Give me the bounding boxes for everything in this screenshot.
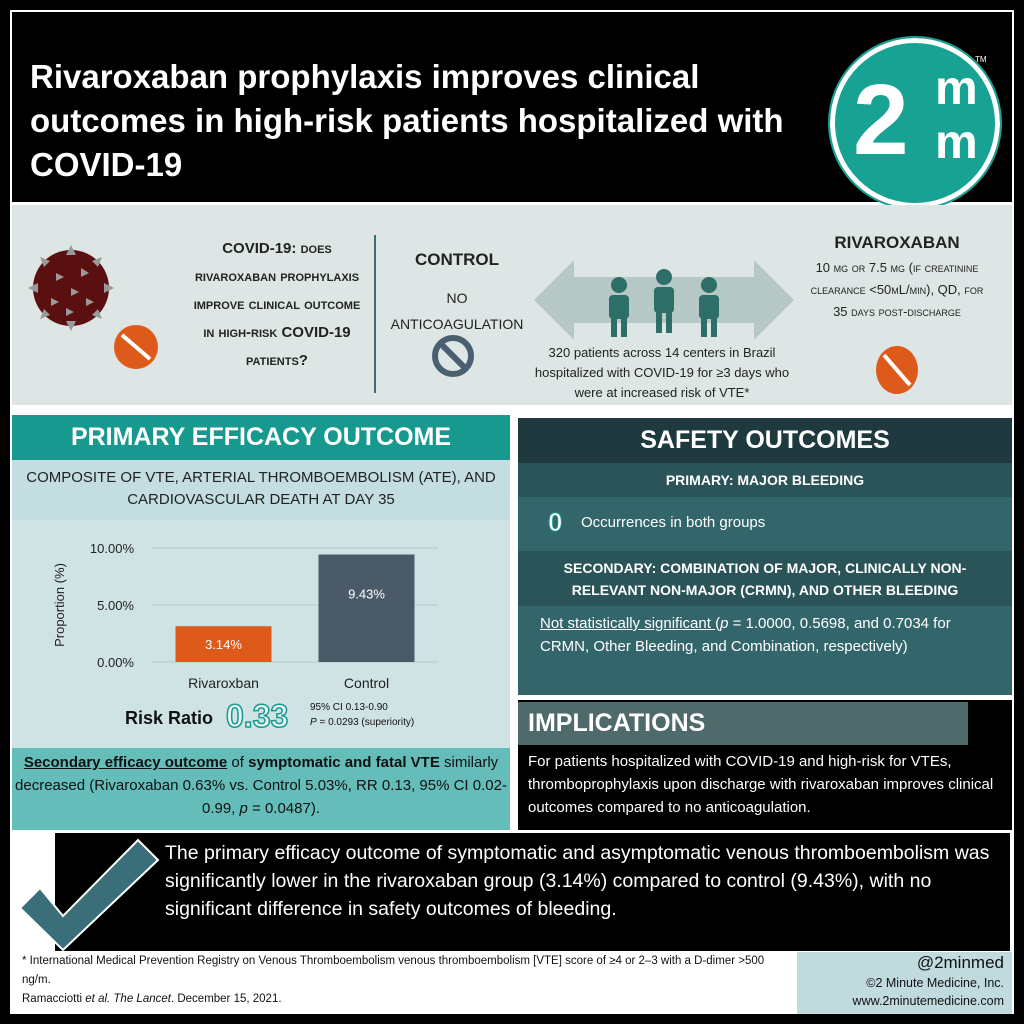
safety-secondary-label: SECONDARY: COMBINATION OF MAJOR, CLINICALLY NON-RELEVANT NON-MAJOR (CRMN), AND OTHER BLEEDING (518, 551, 1012, 606)
risk-ratio-value: 0.33 (226, 698, 289, 734)
bar-value-label: 9.43% (348, 586, 385, 602)
logo-m-bottom: m (935, 116, 978, 169)
footnote: * International Medical Prevention Registry on Venous Thromboembolism venous thromboembolism [VTE] score of ≥4 or 2–3 with a D-dimer >500 ng/m. (22, 955, 765, 986)
study-question (192, 235, 362, 375)
y-tick-label: 0.00% (97, 655, 134, 670)
text: of (227, 754, 249, 771)
x-tick-label: Control (343, 675, 390, 691)
twitter-handle[interactable]: @2minmed (916, 953, 1004, 972)
y-tick-label: 10.00% (89, 541, 134, 556)
risk-ratio (12, 700, 510, 740)
not-significant: Not statistically significant (540, 615, 716, 632)
implications-text: For patients hospitalized with COVID-19 and high-risk for VTEs, thromboprophylaxis upon discharge with rivaroxaban improves clinical outcomes compared to no anticoagulation. (528, 753, 994, 816)
rivaroxaban-title: RIVAROXABAN (834, 233, 960, 252)
page-title: Rivaroxaban prophylaxis improves clinical outcomes in high-risk patients hospitalized with COVID-19 (30, 58, 784, 183)
control-subtitle: NO ANTICOAGULATION (390, 290, 524, 332)
secondary-label: Secondary efficacy outcome (23, 754, 228, 771)
zero-count: 0 (548, 507, 563, 537)
copyright: ©2 Minute Medicine, Inc. (866, 976, 1004, 990)
study-design-band (12, 205, 1012, 405)
primary-efficacy-header: PRIMARY EFFICACY OUTCOME (12, 415, 510, 460)
citation (22, 990, 782, 1009)
p-values: = 1.0000, 0.5698, and 0.7034 for CRMN, Other Bleeding, and Combination, respectively) (540, 615, 951, 655)
p-value: = 0.0293 (superiority) (316, 717, 415, 728)
secondary-endpoint: symptomatic and fatal VTE (248, 754, 440, 771)
rivaroxaban-dose: 10 mg or 7.5 mg (if creatinine clearance <50mL/min), QD, for 35 days post-discharge (810, 260, 984, 319)
divider (374, 235, 376, 393)
p-label: p (239, 800, 248, 817)
question-text: does rivaroxaban prophylaxis improve clinical outcome in high-risk COVID-19 patients? (193, 240, 361, 369)
patient-population: 320 patients across 14 centers in Brazil hospitalized with COVID-19 for ≥3 days who were at increased risk of VTE* (534, 345, 790, 400)
safety-outcomes-panel (518, 418, 1012, 695)
primary-efficacy-subtitle: COMPOSITE OF VTE, ARTERIAL THROMBOEMBOLISM (ATE), AND CARDIOVASCULAR DEATH AT DAY 35 (12, 460, 510, 520)
p-label: p (720, 615, 729, 632)
conclusion-text: The primary efficacy outcome of symptomatic and asymptomatic venous thromboembolism was significantly lower in the rivaroxaban group (3.14%) compared to control (9.43%), with no significant difference in safety outcomes of bleeding. (165, 842, 990, 920)
primary-efficacy-panel (12, 415, 510, 830)
implications-header: IMPLICATIONS (518, 702, 968, 745)
citation-date: . December 15, 2021. (170, 993, 282, 1005)
safety-secondary-result: Not statistically significant (p = 1.0000, 0.5698, and 0.7034 for CRMN, Other Bleeding, and Combination, respectively) (540, 615, 951, 655)
bar-value-label: 3.14% (205, 637, 242, 653)
2mm-logo (830, 38, 1000, 208)
logo-tm: TM (975, 55, 987, 64)
p-label: P (310, 717, 317, 728)
double-arrow-patients-icon (534, 255, 794, 345)
x-tick-label: Rivaroxban (188, 675, 259, 691)
citation-journal: et al. The Lancet (85, 993, 171, 1005)
citation-author: Ramacciotti (22, 993, 86, 1005)
logo-digit: 2 (853, 64, 909, 176)
website-link[interactable]: www.2minutemedicine.com (852, 994, 1004, 1008)
secondary-p-value: = 0.0487). (247, 800, 320, 817)
risk-ratio-ci: 95% CI 0.13-0.90 (310, 702, 388, 713)
implications-panel (518, 700, 1012, 830)
bar-chart (12, 520, 510, 700)
brand-box (797, 952, 1012, 1014)
pill-icon (112, 323, 160, 371)
footer-notes (22, 952, 782, 1009)
virus-icon (26, 243, 116, 333)
pill-icon (874, 345, 920, 395)
risk-ratio-label: Risk Ratio (125, 708, 214, 728)
logo-m-top: m (935, 62, 978, 115)
conclusion-box (55, 833, 1010, 951)
risk-ratio-p (310, 717, 414, 728)
secondary-detail: similarly decreased (Rivaroxaban 0.63% vs. Control 5.03%, RR 0.13, 95% CI 0.02-0.99, (15, 754, 507, 817)
occurrences-text: Occurrences in both groups (581, 514, 766, 531)
control-title: CONTROL (414, 250, 500, 269)
bar-control (319, 554, 415, 662)
no-symbol-icon (430, 333, 476, 379)
secondary-efficacy-outcome (12, 748, 510, 830)
major-bleeding-result (518, 497, 1012, 551)
safety-header: SAFETY OUTCOMES (518, 418, 1012, 463)
question-lead: COVID-19: (222, 240, 297, 257)
y-tick-label: 5.00% (97, 598, 134, 613)
checkmark-icon (18, 838, 163, 953)
safety-primary-label: PRIMARY: MAJOR BLEEDING (518, 463, 1012, 497)
y-axis-label: Proportion (%) (52, 563, 67, 647)
